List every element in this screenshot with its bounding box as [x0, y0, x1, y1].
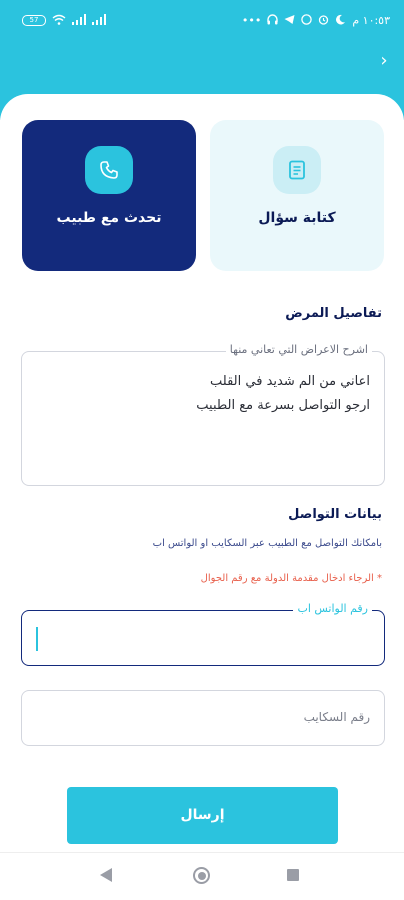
status-left [22, 14, 106, 27]
more-dots-icon: ••• [241, 14, 262, 27]
status-right [242, 14, 390, 27]
whatsapp-label: رقم الواتس اب [293, 602, 372, 615]
contact-title: بيانات التواصل [288, 507, 382, 522]
battery-icon: 57 [22, 15, 46, 26]
whatsapp-icon [301, 14, 312, 27]
contact-hint: بامكانك التواصل مع الطبيب عبر السكايب او الواتس اب [152, 538, 382, 549]
complaint-label: اشرح الاعراض التي تعاني منها [226, 343, 372, 356]
back-button[interactable]: › [380, 50, 388, 71]
complaint-textarea[interactable] [21, 343, 385, 486]
skype-input[interactable] [21, 690, 385, 746]
submit-button[interactable]: إرسال [67, 787, 338, 844]
signal-icon [72, 14, 86, 27]
nav-back-icon[interactable] [100, 868, 112, 882]
alarm-icon [318, 14, 329, 27]
complaint-value: اعاني من الم شديد في القلب ارجو التواصل بسرعة مع الطبيب [196, 374, 370, 413]
phone-icon [85, 146, 133, 194]
call-doctor-label: تحدث مع طبيب [56, 210, 162, 226]
headphones-icon [267, 14, 278, 27]
telegram-icon [284, 14, 295, 27]
status-time: ١٠:٥٣ م [352, 14, 390, 27]
nav-home-icon[interactable] [193, 867, 210, 884]
phone-format-warning: * الرجاء ادخال مقدمة الدولة مع رقم الجوال [200, 573, 382, 584]
write-question-card[interactable] [210, 120, 384, 271]
moon-icon [335, 14, 346, 27]
skype-placeholder: رقم السكايب [303, 710, 370, 724]
whatsapp-input[interactable] [21, 602, 385, 666]
system-nav-bar [0, 853, 404, 900]
patient-details-title: تفاصيل المرض [285, 306, 382, 321]
call-doctor-card[interactable] [22, 120, 196, 271]
signal-icon [92, 14, 106, 27]
write-question-label: كتابة سؤال [258, 210, 336, 226]
wifi-icon [52, 14, 66, 27]
document-icon [273, 146, 321, 194]
text-cursor [36, 627, 38, 651]
nav-recents-icon[interactable] [287, 869, 299, 881]
status-bar [0, 0, 404, 44]
